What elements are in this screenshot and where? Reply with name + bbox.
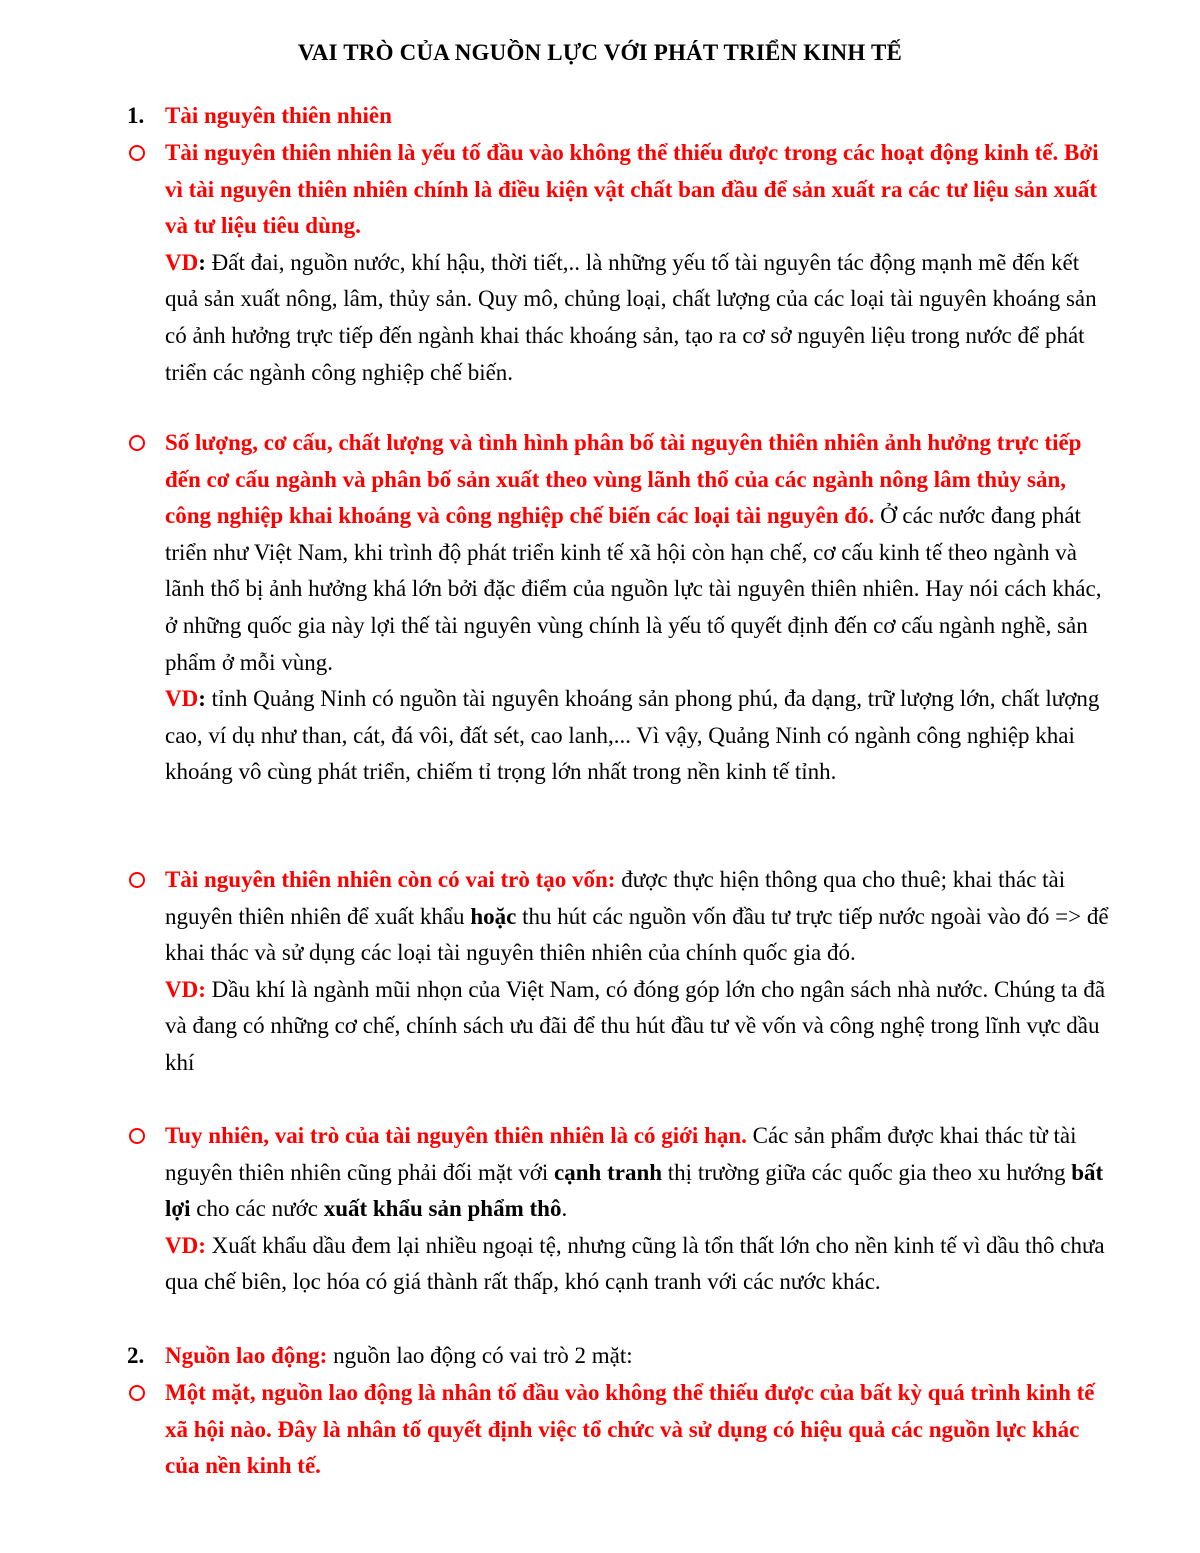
bullet-1-2 <box>165 425 1115 791</box>
bullet-1-2-text: Ở các nước đang phát triển như Việt Nam, khi trình độ phát triển kinh tế xã hội còn hạn chế, cơ cấu kinh tế theo ngành và lãnh thổ bị ảnh hưởng khá lớn bởi đặc điểm của nguồn lực tài nguyên thiên nhiên. Hay nói cách khác, ở những quốc gia này lợi thế tài nguyên vùng chính là yếu tố quyết định đến cơ cấu ngành nghề, sản phẩm ở mỗi vùng. <box>165 503 1102 675</box>
example-colon: : <box>198 249 206 275</box>
page-title: VAI TRÒ CỦA NGUỒN LỰC VỚI PHÁT TRIỂN KINH TẾ <box>297 40 903 65</box>
bullet-1-2-example: tỉnh Quảng Ninh có nguồn tài nguyên khoáng sản phong phú, đa dạng, trữ lượng lớn, chất lượng cao, ví dụ như than, cát, đá vôi, đất sét, cao lanh,... Vì vậy, Quảng Ninh có ngành công nghiệp khai khoáng vô cùng phát triển, chiếm tỉ trọng lớn nhất trong nền kinh tế tỉnh. <box>165 686 1100 785</box>
bullet-2-1-statement: Một mặt, nguồn lao động là nhân tố đầu vào không thể thiếu được của bất kỳ quá trình kinh tế xã hội nào. Đây là nhân tố quyết định việc tổ chức và sử dụng có hiệu quả các nguồn lực khác của nền kinh tế. <box>165 1380 1095 1479</box>
bullet-1-4-text-2: thị trường giữa các quốc gia theo xu hướng <box>662 1159 1072 1185</box>
bullet-1-3-text-2: thu hút các nguồn vốn đầu tư trực tiếp nước ngoài vào đó => để khai thác và sử dụng các loại tài nguyên thiên nhiên của chính quốc gia đó. <box>165 903 1109 966</box>
bullet-1-3-text-1: được thực hiện thông qua cho thuê; khai thác tài nguyên thiên nhiên để xuất khẩu <box>165 867 1066 929</box>
circle-bullet-icon <box>129 425 163 462</box>
bullet-1-4-text-4: . <box>561 1196 568 1222</box>
bullet-2-1 <box>165 1375 1115 1485</box>
bullet-1-3-example: Dầu khí là ngành mũi nhọn của Việt Nam, có đóng góp lớn cho ngân sách nhà nước. Chúng ta đã và đang có những cơ chế, chính sách ưu đãi để thu hút đầu tư về vốn và công nghệ trong lĩnh vực dầu khí <box>165 976 1106 1075</box>
example-label: VD <box>165 686 199 712</box>
bullet-1-1-statement: Tài nguyên thiên nhiên là yếu tố đầu vào không thể thiếu được trong các hoạt động kinh tế. Bởi vì tài nguyên thiên nhiên chính là điều kiện vật chất ban đầu để sản xuất ra các tư liệu sản xuất và tư liệu tiêu dùng. <box>165 140 1099 239</box>
bullet-1-1 <box>165 135 1115 391</box>
example-colon: : <box>198 686 206 712</box>
example-label: VD <box>165 249 199 275</box>
bullet-1-2-statement: Số lượng, cơ cấu, chất lượng và tình hình phân bố tài nguyên thiên nhiên ảnh hưởng trực tiếp đến cơ cấu ngành và phân bố sản xuất theo vùng lãnh thổ của các ngành nông lâm thủy sản, công nghiệp khai khoáng và công nghiệp chế biến các loại tài nguyên đó. <box>165 430 1082 529</box>
bullet-1-4-example: Xuất khẩu dầu đem lại nhiều ngoại tệ, nhưng cũng là tổn thất lớn cho nền kinh tế vì dầu thô chưa qua chế biên, lọc hóa có giá thành rất thấp, khó cạnh tranh với các nước khác. <box>165 1232 1105 1295</box>
bullet-1-3 <box>165 862 1115 1082</box>
bullet-1-4-statement: Tuy nhiên, vai trò của tài nguyên thiên nhiên là có giới hạn. <box>165 1123 747 1148</box>
bullet-1-4 <box>165 1118 1115 1301</box>
section-2-number: 2. <box>127 1343 145 1368</box>
section-1-number: 1. <box>127 103 145 128</box>
bullet-1-3-bold-1: hoặc <box>470 903 517 929</box>
circle-bullet-icon <box>129 862 163 899</box>
circle-bullet-icon <box>129 1375 163 1412</box>
section-1-heading-text: Tài nguyên thiên nhiên <box>165 103 392 128</box>
example-label: VD: <box>165 1232 206 1258</box>
bullet-1-3-statement: Tài nguyên thiên nhiên còn có vai trò tạo vốn: <box>165 867 616 892</box>
circle-bullet-icon <box>129 1118 163 1155</box>
bullet-1-4-text-1: Các sản phẩm được khai thác từ tài nguyên thiên nhiên cũng phải đối mặt với <box>165 1123 1077 1185</box>
section-2-heading <box>165 1338 1115 1375</box>
example-label: VD: <box>165 976 206 1002</box>
bullet-1-4-text-3: cho các nước <box>190 1196 324 1222</box>
bullet-1-4-bold-3: xuất khẩu sản phẩm thô <box>323 1196 562 1222</box>
section-1-heading <box>165 98 1115 135</box>
section-2-intro: nguồn lao động có vai trò 2 mặt: <box>327 1343 633 1368</box>
bullet-1-1-example: Đất đai, nguồn nước, khí hậu, thời tiết,.. là những yếu tố tài nguyên tác động mạnh mẽ đến kết quả sản xuất nông, lâm, thủy sản. Quy mô, chủng loại, chất lượng của các loại tài nguyên khoáng sản có ảnh hưởng trực tiếp đến ngành khai thác khoáng sản, tạo ra cơ sở nguyên liệu trong nước để phát triển các ngành công nghiệp chế biến. <box>165 249 1097 385</box>
bullet-1-4-bold-2: bất lợi <box>165 1159 1104 1222</box>
circle-bullet-icon <box>129 135 163 172</box>
bullet-1-4-bold-1: cạnh tranh <box>554 1159 663 1185</box>
section-2-heading-text: Nguồn lao động: <box>165 1343 328 1368</box>
